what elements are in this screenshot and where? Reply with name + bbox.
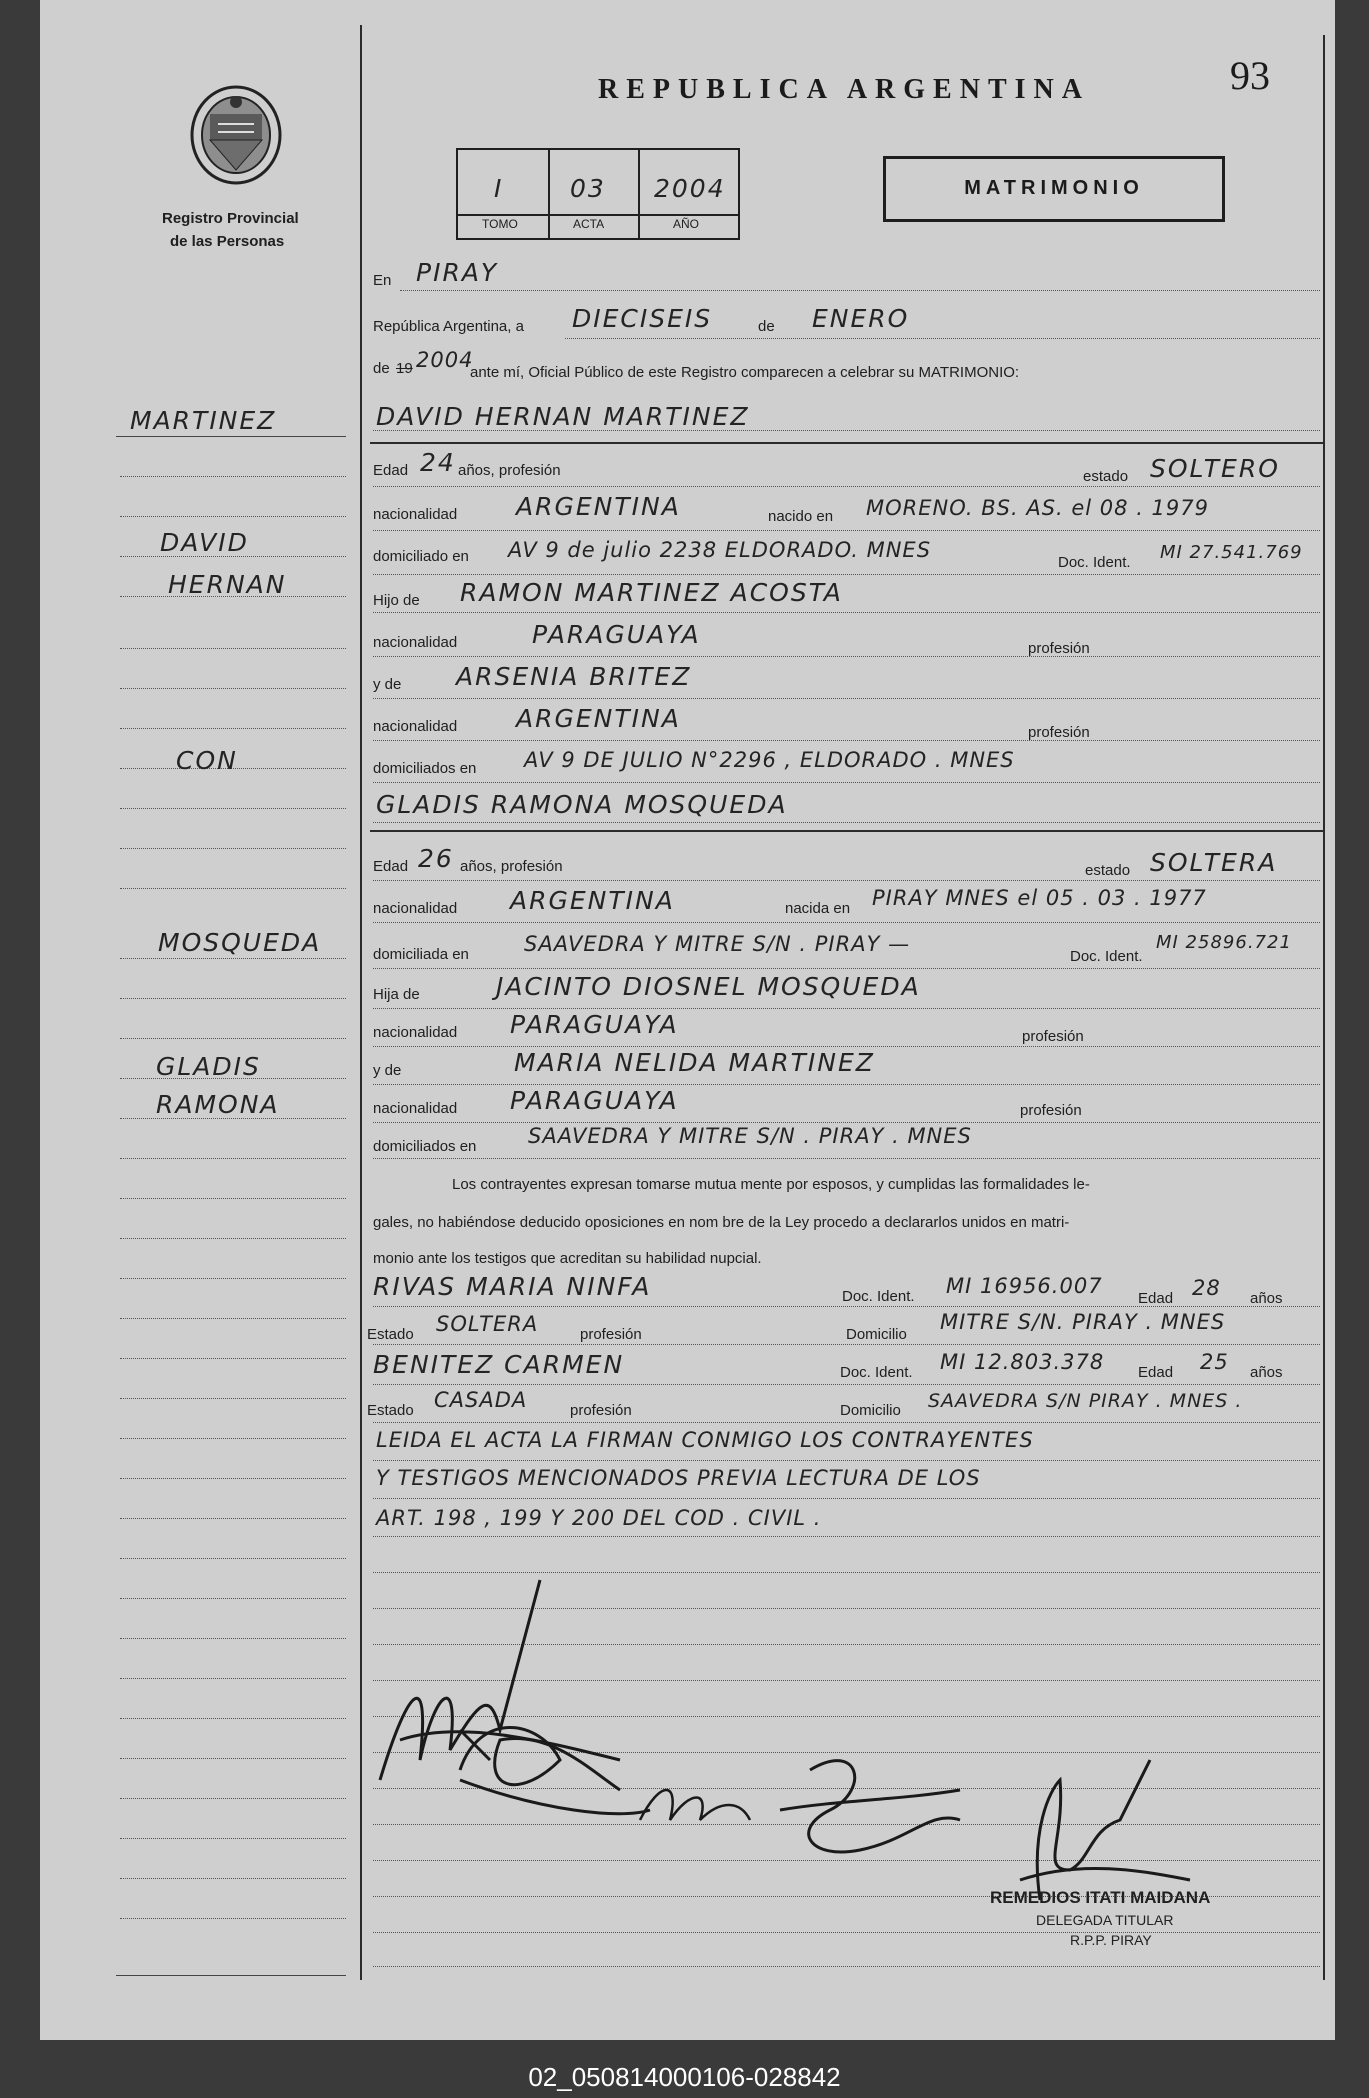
groom-doc: MI 27.541.769 [1160,542,1303,563]
groom-edad-label: Edad [373,462,409,479]
signature-witness1 [630,1760,760,1850]
day-value: DIECISEIS [572,304,713,333]
witness1-profesion-label: profesión [580,1326,642,1343]
bride-nacionalidad: ARGENTINA [510,886,675,915]
groom-estado-label: estado [1083,468,1129,485]
witness2-doc-label: Doc. Ident. [840,1364,913,1381]
bride-domicilio: SAAVEDRA Y MITRE S/N . PIRAY — [524,932,911,956]
bride-doc-label: Doc. Ident. [1070,948,1143,965]
bride-estado-label: estado [1085,862,1131,879]
witness2-domicilio: SAAVEDRA S/N PIRAY . MNES . [928,1390,1243,1412]
witness2-estado-label: Estado [367,1402,414,1419]
witness2-edad-label: Edad [1138,1364,1174,1381]
margin-note-surname: MARTINEZ [130,406,277,435]
bride-nacida: PIRAY MNES el 05 . 03 . 1977 [872,886,1207,910]
tomo-value: I [494,174,504,203]
bride-padre: JACINTO DIOSNEL MOSQUEDA [496,972,921,1001]
margin-note-firstname: DAVID [160,528,249,557]
groom-profesion3-label: profesión [1028,724,1090,741]
groom-padre-nac-label: nacionalidad [373,634,458,651]
margin-note-bride-middlename: RAMONA [156,1090,280,1119]
groom-doms-label: domiciliados en [373,760,477,777]
bride-edad-label: Edad [373,858,409,875]
republica-label: República Argentina, a [373,318,524,335]
groom-padre: RAMON MARTINEZ ACOSTA [460,578,843,607]
de-label-1: de [758,318,775,335]
bride-padres-dom: SAAVEDRA Y MITRE S/N . PIRAY . MNES [528,1124,972,1148]
groom-doc-label: Doc. Ident. [1058,554,1131,571]
witness1-estado: SOLTERA [436,1312,539,1336]
registry-name-line1: Registro Provincial [162,210,299,227]
opening-text: ante mí, Oficial Público de este Registro comparecen a celebrar su MATRIMONIO: [470,364,1020,381]
groom-estado: SOLTERO [1150,454,1280,483]
bride-yde-label: y de [373,1062,402,1079]
register-page [40,0,1335,2040]
witness2-estado: CASADA [434,1388,528,1412]
witness1-edad-label: Edad [1138,1290,1174,1307]
witness1-name: RIVAS MARIA NINFA [373,1272,652,1301]
stamp-official-name: REMEDIOS ITATI MAIDANA [990,1888,1211,1907]
groom-name: DAVID HERNAN MARTINEZ [376,402,750,431]
year-prefix: 19 [396,360,413,377]
margin-note-con: CON [176,746,238,775]
bride-madre-nac-label: nacionalidad [373,1100,458,1117]
act-type-label: MATRIMONIO [964,177,1144,199]
de-label-2: de [373,360,390,377]
witness2-dom-label: Domicilio [840,1402,901,1419]
margin-note-middlename: HERNAN [168,570,287,599]
groom-yde-label: y de [373,676,402,693]
bride-name: GLADIS RAMONA MOSQUEDA [376,790,788,819]
groom-padres-dom: AV 9 DE JULIO N°2296 , ELDORADO . MNES [524,748,1015,772]
bride-padre-nac: PARAGUAYA [510,1010,679,1039]
bride-profesion2-label: profesión [1022,1028,1084,1045]
margin-note-bride-surname: MOSQUEDA [158,928,322,957]
bride-madre: MARIA NELIDA MARTINEZ [514,1048,875,1077]
witness1-dom-label: Domicilio [846,1326,907,1343]
scan-id-footer: 02_050814000106-028842 [528,2062,841,2092]
closing-line3: ART. 198 , 199 Y 200 DEL COD . CIVIL . [376,1506,822,1530]
groom-madre: ARSENIA BRITEZ [456,662,692,691]
groom-nacionalidad: ARGENTINA [516,492,681,521]
margin-note-bride-firstname: GLADIS [156,1052,261,1081]
stamp-official-role: DELEGADA TITULAR [1036,1912,1174,1928]
record-number-box [456,148,740,240]
bride-edad: 26 [418,844,454,873]
bride-doms-label: domiciliados en [373,1138,477,1155]
witness2-doc: MI 12.803.378 [940,1350,1105,1374]
signature-bride [420,1680,660,1830]
place-value: PIRAY [416,258,499,287]
year-value: 2004 [416,348,474,372]
provincial-seal-logo [188,84,284,186]
witness1-estado-label: Estado [367,1326,414,1343]
groom-profesion-label: años, profesión [458,462,561,479]
witness2-anos-label: años [1250,1364,1283,1381]
page-number: 93 [1230,53,1270,98]
bride-profesion-label: años, profesión [460,858,563,875]
groom-dom-label: domiciliado en [373,548,469,565]
closing-line2: Y TESTIGOS MENCIONADOS PREVIA LECTURA DE LOS [376,1466,981,1490]
groom-profesion2-label: profesión [1028,640,1090,657]
bride-nacida-label: nacida en [785,900,851,917]
ano-value: 2004 [654,174,726,203]
month-value: ENERO [812,304,910,333]
witness1-doc-label: Doc. Ident. [842,1288,915,1305]
witness1-edad: 28 [1192,1276,1221,1300]
groom-padre-nac: PARAGUAYA [532,620,701,649]
groom-nac-label: nacionalidad [373,506,458,523]
declaration-line1: Los contrayentes expresan tomarse mutua mente por esposos, y cumplidas las formalidades le- [452,1176,1090,1193]
bride-padre-nac-label: nacionalidad [373,1024,458,1041]
groom-nacido-label: nacido en [768,508,834,525]
tomo-label: TOMO [482,217,518,231]
declaration-line3: monio ante los testigos que acreditan su habilidad nupcial. [373,1250,762,1267]
groom-edad: 24 [420,448,456,477]
groom-madre-nac-label: nacionalidad [373,718,458,735]
acta-value: 03 [570,174,606,203]
bride-dom-label: domiciliada en [373,946,469,963]
bride-estado: SOLTERA [1150,848,1278,877]
witness2-edad: 25 [1200,1350,1229,1374]
witness2-name: BENITEZ CARMEN [373,1350,625,1379]
signature-witness2 [750,1730,970,1880]
act-type-box [883,156,1225,222]
witness1-anos-label: años [1250,1290,1283,1307]
stamp-office: R.P.P. PIRAY [1070,1932,1152,1948]
right-border [1323,35,1325,1980]
groom-hijo-label: Hijo de [373,592,420,609]
declaration-line2: gales, no habiéndose deducido oposiciones en nom bre de la Ley procedo a declararlos unidos en matri- [373,1214,1070,1231]
acta-label: ACTA [573,217,605,231]
bride-nac-label: nacionalidad [373,900,458,917]
groom-nacido: MORENO. BS. AS. el 08 . 1979 [866,496,1209,520]
groom-domicilio: AV 9 de julio 2238 ELDORADO. MNES [508,538,932,562]
page-title: REPUBLICA ARGENTINA [598,74,1090,105]
bride-doc: MI 25896.721 [1156,932,1292,953]
closing-line1: LEIDA EL ACTA LA FIRMAN CONMIGO LOS CONTRAYENTES [376,1428,1034,1452]
ano-label: AÑO [673,217,700,231]
witness1-doc: MI 16956.007 [946,1274,1103,1298]
bride-profesion3-label: profesión [1020,1102,1082,1119]
groom-madre-nac: ARGENTINA [516,704,681,733]
registry-name-line2: de las Personas [170,233,285,250]
en-label: En [373,272,392,289]
witness2-profesion-label: profesión [570,1402,632,1419]
bride-hija-label: Hija de [373,986,420,1003]
bride-madre-nac: PARAGUAYA [510,1086,679,1115]
witness1-domicilio: MITRE S/N. PIRAY . MNES [940,1310,1226,1334]
